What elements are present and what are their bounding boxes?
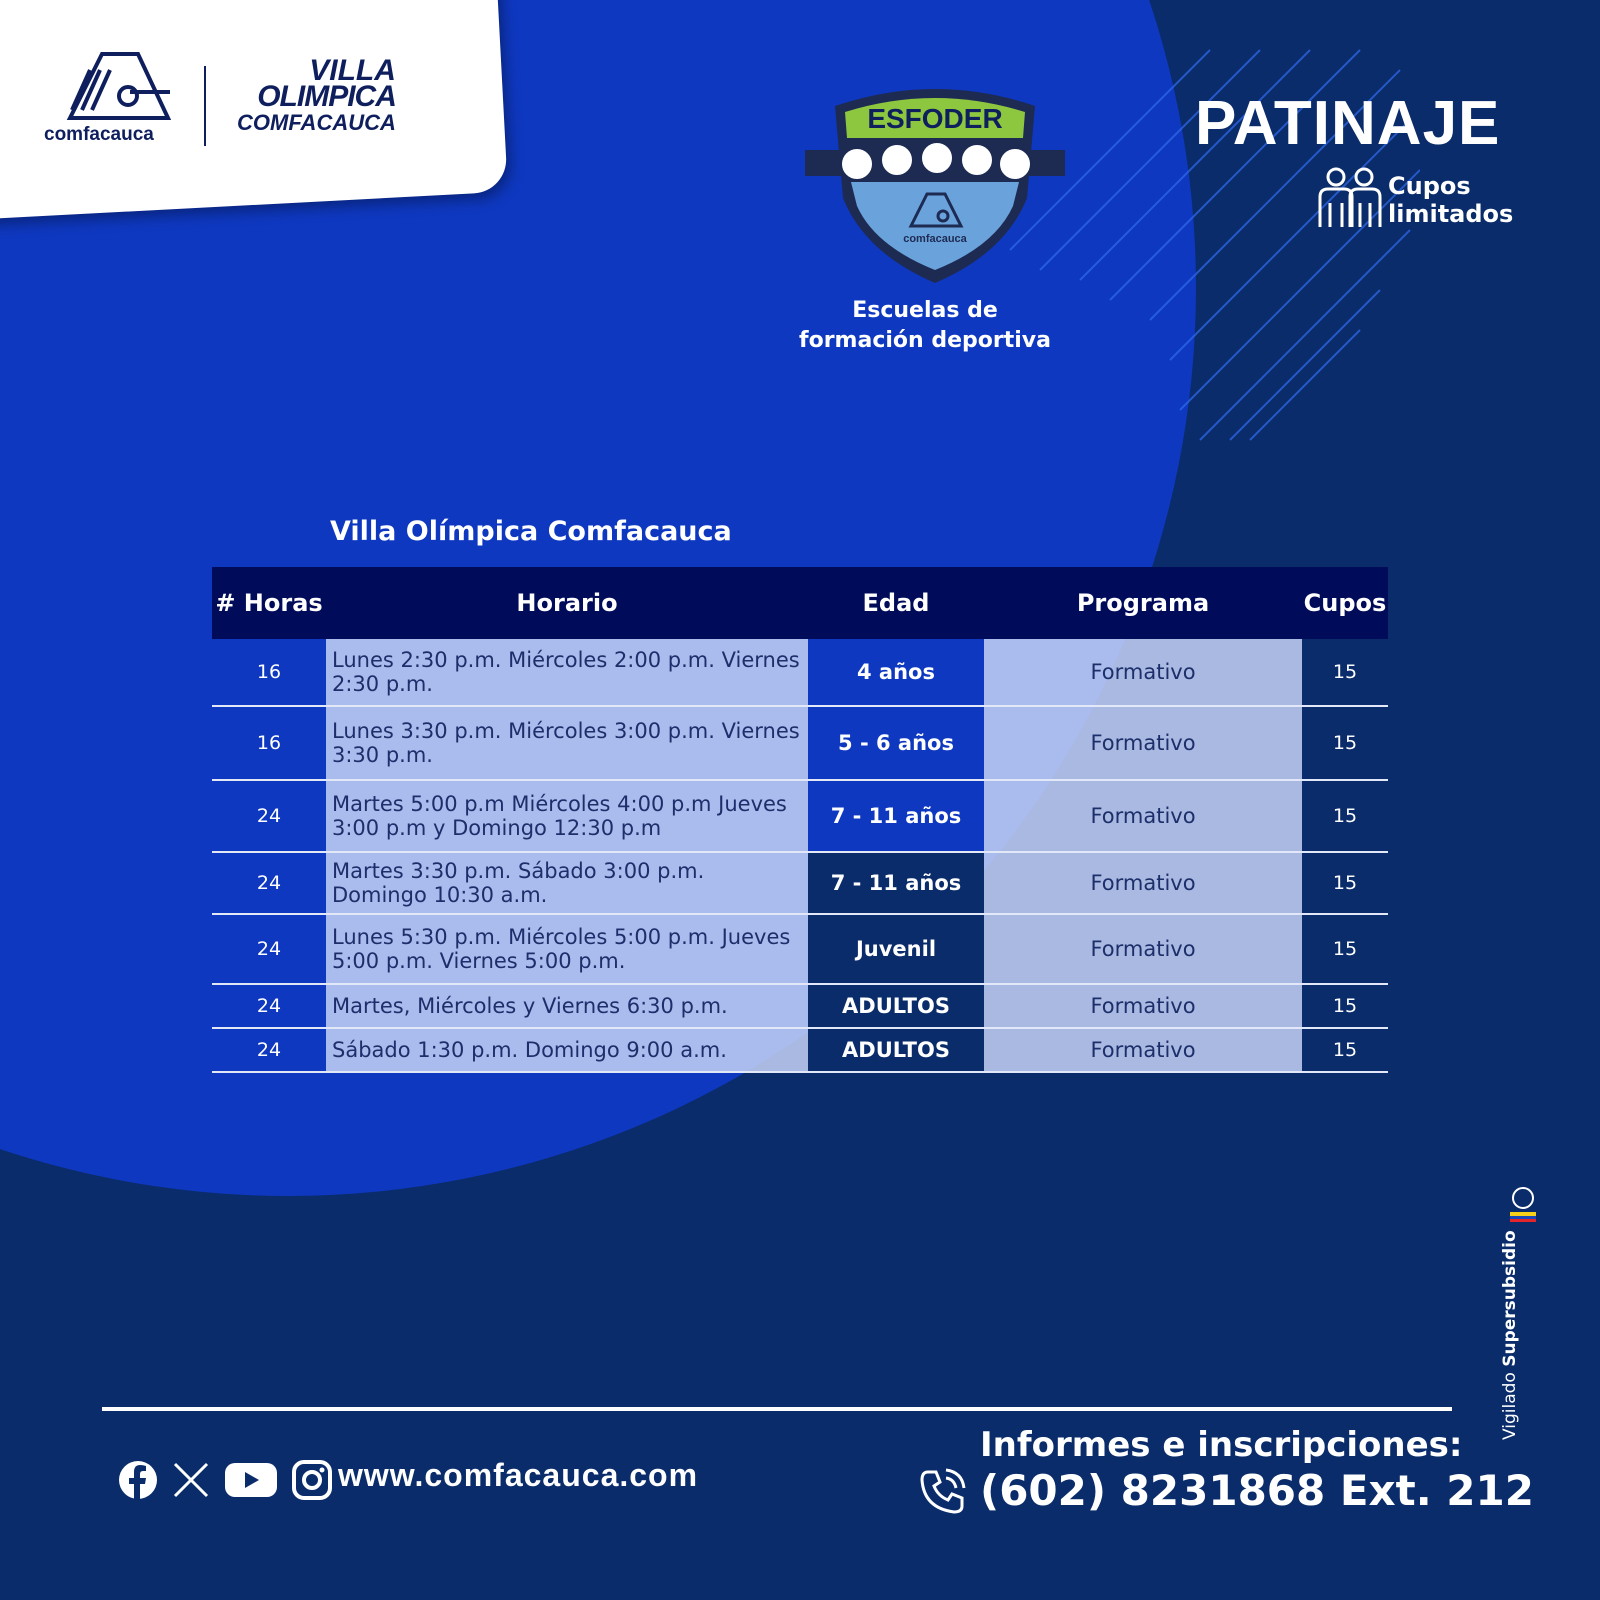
- social-links: [118, 1458, 332, 1502]
- phone-number[interactable]: (602) 8231868 Ext. 212: [980, 1466, 1534, 1515]
- info-label: Informes e inscripciones:: [980, 1425, 1463, 1465]
- cell-cupos: 15: [1332, 1039, 1358, 1061]
- cell-horas: 24: [256, 1039, 282, 1061]
- soccer-ball-icon: [841, 148, 873, 180]
- cell-horas: 24: [256, 995, 282, 1017]
- cell-horas: 16: [256, 661, 282, 683]
- cell-edad: Juvenil: [808, 915, 984, 983]
- cell-horas: 16: [256, 732, 282, 754]
- badge-word: comfacauca: [903, 233, 967, 245]
- cell-edad: 7 - 11 años: [808, 853, 984, 913]
- villa-olimpica-logo: VILLA OLIMPICA COMFACAUCA: [237, 54, 396, 135]
- cell-horario: Lunes 2:30 p.m. Miércoles 2:00 p.m. Viernes 2:30 p.m.: [326, 639, 808, 705]
- badge-name: ESFODER: [867, 103, 1003, 134]
- cell-cupos: 15: [1332, 938, 1358, 960]
- cell-horario: Lunes 5:30 p.m. Miércoles 5:00 p.m. Jueves 5:00 p.m. Viernes 5:00 p.m.: [326, 915, 808, 983]
- brand-logos: [42, 48, 442, 158]
- basketball-icon: [961, 144, 993, 176]
- tennis-icon: [999, 148, 1031, 180]
- cell-edad: ADULTOS: [808, 1029, 984, 1071]
- header-cupos: Cupos: [1303, 589, 1387, 617]
- cell-edad: ADULTOS: [808, 985, 984, 1027]
- cell-edad: 4 años: [808, 639, 984, 705]
- cell-cupos: 15: [1332, 661, 1358, 683]
- cell-cupos: 15: [1332, 995, 1358, 1017]
- cell-cupos: 15: [1332, 872, 1358, 894]
- people-icon: [1318, 167, 1384, 233]
- schedule-table: [212, 567, 1388, 1073]
- cupos-limitados-note: Cupos limitados: [1388, 172, 1514, 228]
- footer-divider: [102, 1407, 1452, 1411]
- table-header: [212, 567, 1388, 639]
- header-horario: Horario: [516, 589, 618, 617]
- vigilado-label: Vigilado Supersubsidio: [1500, 1230, 1520, 1440]
- comfacauca-logo-text: comfacauca: [44, 124, 154, 145]
- cell-horas: 24: [256, 805, 282, 827]
- cell-cupos: 15: [1332, 732, 1358, 754]
- table-row: [212, 915, 1388, 985]
- cell-edad: 5 - 6 años: [808, 707, 984, 779]
- venue-title: Villa Olímpica Comfacauca: [330, 516, 732, 547]
- cell-programa: Formativo: [984, 915, 1302, 983]
- cell-edad: 7 - 11 años: [808, 781, 984, 851]
- cell-programa: Formativo: [984, 781, 1302, 851]
- cell-horario: Martes 5:00 p.m Miércoles 4:00 p.m Jueves 3:00 p.m y Domingo 12:30 p.m: [326, 781, 808, 851]
- cell-programa: Formativo: [984, 707, 1302, 779]
- instagram-icon[interactable]: [292, 1460, 332, 1500]
- cell-programa: Formativo: [984, 1029, 1302, 1071]
- esfoder-badge: [805, 78, 1065, 288]
- badge-caption: Escuelas de formación deportiva: [799, 298, 1051, 353]
- cell-programa: Formativo: [984, 639, 1302, 705]
- website-link[interactable]: www.comfacauca.com: [338, 1457, 699, 1493]
- cell-cupos: 15: [1332, 805, 1358, 827]
- table-row: [212, 985, 1388, 1029]
- swimming-icon: [921, 142, 953, 174]
- cell-horario: Sábado 1:30 p.m. Domingo 9:00 a.m.: [326, 1029, 808, 1071]
- cell-programa: Formativo: [984, 853, 1302, 913]
- table-row: [212, 853, 1388, 915]
- x-icon[interactable]: [172, 1461, 210, 1499]
- cell-horario: Martes 3:30 p.m. Sábado 3:00 p.m. Domingo 10:30 a.m.: [326, 853, 808, 913]
- cell-horas: 24: [256, 938, 282, 960]
- table-row: [212, 707, 1388, 781]
- cell-horas: 24: [256, 872, 282, 894]
- page-title: PATINAJE: [1195, 89, 1501, 158]
- header-horas: # Horas: [215, 589, 323, 617]
- youtube-icon[interactable]: [224, 1460, 278, 1500]
- cell-programa: Formativo: [984, 985, 1302, 1027]
- header-edad: Edad: [862, 589, 930, 617]
- header-programa: Programa: [1076, 589, 1210, 617]
- table-row: [212, 781, 1388, 853]
- colombia-seal-icon: [1508, 1186, 1538, 1224]
- facebook-icon[interactable]: [118, 1460, 158, 1500]
- cell-horario: Lunes 3:30 p.m. Miércoles 3:00 p.m. Viernes 3:30 p.m.: [326, 707, 808, 779]
- volleyball-icon: [881, 144, 913, 176]
- table-row: [212, 639, 1388, 707]
- table-row: [212, 1029, 1388, 1073]
- phone-icon: [918, 1466, 968, 1516]
- logo-divider: [204, 66, 206, 146]
- cell-horario: Martes, Miércoles y Viernes 6:30 p.m.: [326, 985, 808, 1027]
